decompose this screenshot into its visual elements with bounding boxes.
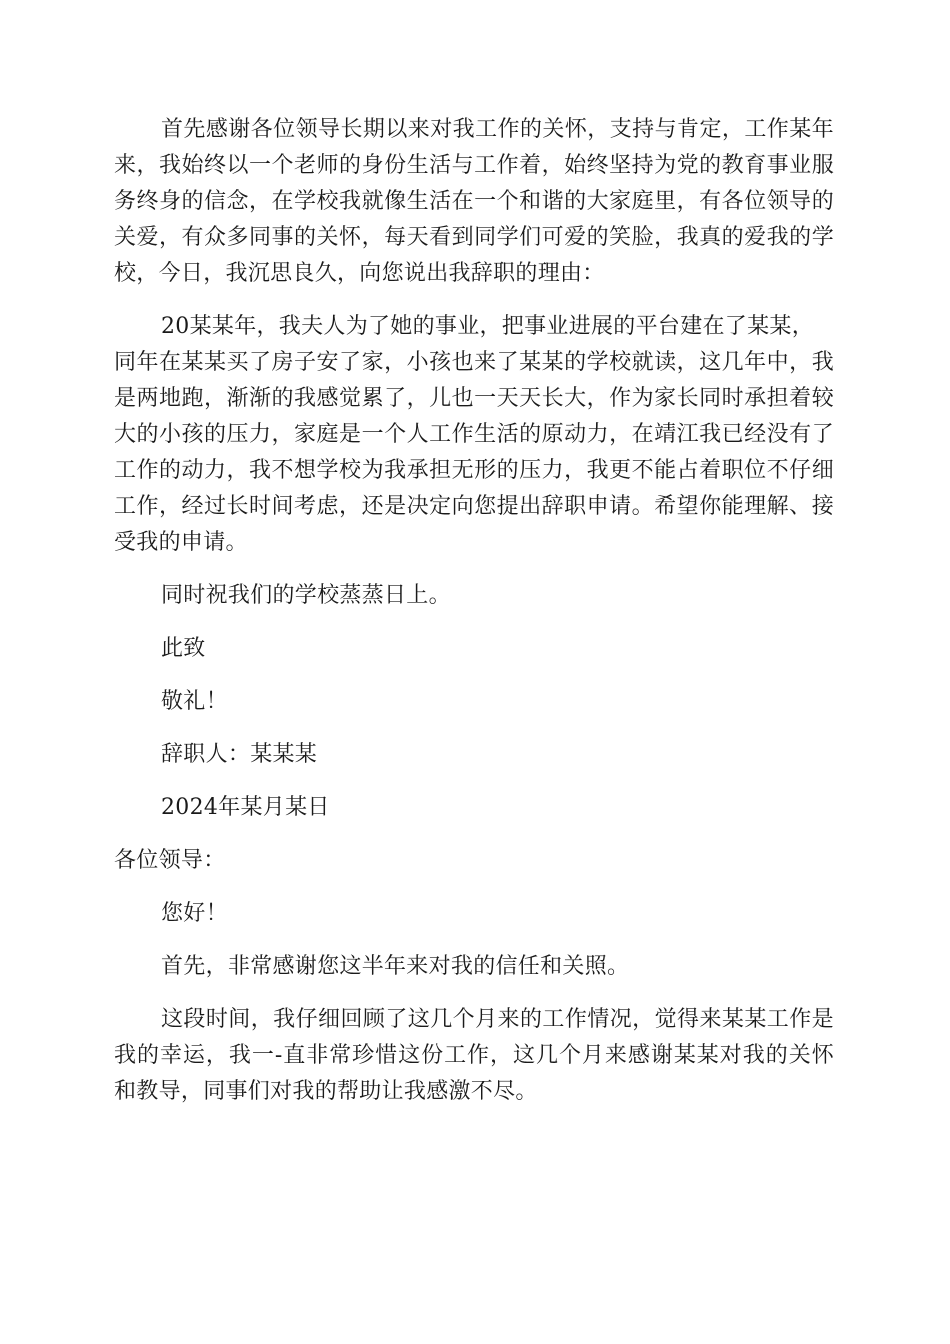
closing-regards: 敬礼！ — [161, 689, 228, 714]
paragraph-review: 这段时间，我仔细回顾了这几个月来的工作情况，觉得来某某工作是我的幸运，我一-直非常珍惜这份工作，这几个月来感谢某某对我的关怀和教导，同事们对我的帮助让我感激不尽。 — [114, 1007, 834, 1104]
paragraph-reason-first-line: 20某某年，我夫人为了她的事业，把事业进展的平台建在了某某， — [161, 314, 814, 339]
paragraph-gratitude: 首先感谢各位领导长期以来对我工作的关怀，支持与肯定，工作某年来，我始终以一个老师的身份生活与工作着，始终坚持为党的教育事业服务终身的信念，在学校我就像生活在一个和谐的大家庭里，有各位领导的关爱，有众多同事的关怀，每天看到同学们可爱的笑脸，我真的爱我的学校，今日，我沉思良久，向您说出我辞职的理由： — [114, 117, 834, 286]
document-page — [114, 112, 834, 1110]
paragraph-thanks: 首先，非常感谢您这半年来对我的信任和关照。 — [161, 954, 630, 979]
closing-salutation: 此致 — [161, 636, 206, 661]
date-line: 2024年某月某日 — [161, 795, 330, 820]
paragraph-reason-body: 同年在某某买了房子安了家，小孩也来了某某的学校就读，这几年中，我是两地跑，渐渐的我感觉累了，儿也一天天长大，作为家长同时承担着较大的小孩的压力，家庭是一个人工作生活的原动力，在靖江我已经没有了工作的动力，我不想学校为我承担无形的压力，我更不能占着职位不仔细工作，经过长时间考虑，还是决定向您提出辞职申请。希望你能理解、接受我的申请。 — [114, 350, 834, 555]
signature-line: 辞职人：某某某 — [161, 742, 318, 767]
paragraph-reason — [114, 309, 834, 561]
letter-addressee: 各位领导： — [114, 848, 226, 873]
letter-greeting: 您好！ — [161, 901, 228, 926]
paragraph-wishes: 同时祝我们的学校蒸蒸日上。 — [161, 583, 451, 608]
